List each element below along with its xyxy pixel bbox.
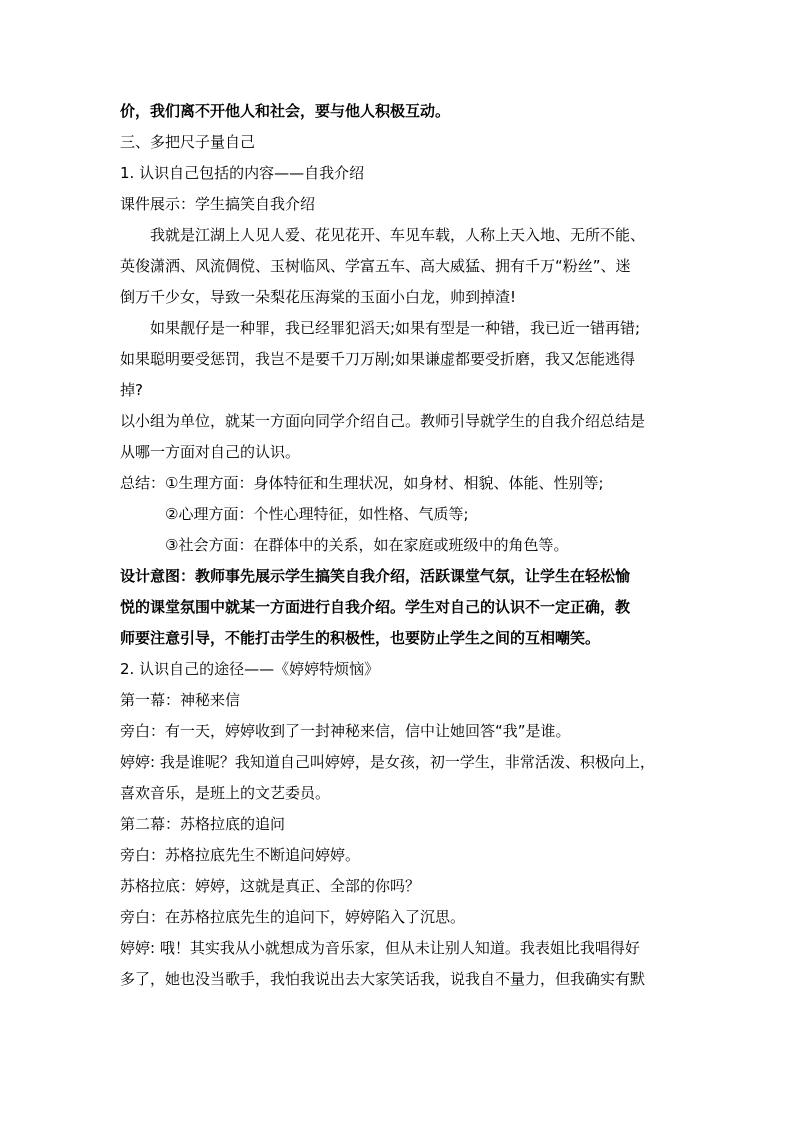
text-line: 婷婷: 我是谁呢？我知道自己叫婷婷，是女孩，初一学生，非常活泼、积极向上， xyxy=(120,753,655,771)
text-line: 英俊潇洒、风流倜傥、玉树临风、学富五车、高大威猛、拥有千万“粉丝”、迷 xyxy=(120,257,631,275)
text-line: ③社会方面：在群体中的关系，如在家庭或班级中的角色等。 xyxy=(165,536,569,554)
text-line: 我就是江湖上人见人爱、花见花开、车见车载，人称上天入地、无所不能、 xyxy=(150,226,646,244)
text-line: 婷婷: 哦！其实我从小就想成为音乐家，但从未让别人知道。我表姐比我唱得好 xyxy=(120,939,640,957)
text-line: 师要注意引导，不能打击学生的积极性，也要防止学生之间的互相嘲笑。 xyxy=(120,629,601,647)
document-page xyxy=(120,96,680,995)
text-line: 三、多把尺子量自己 xyxy=(120,133,256,151)
text-line: 课件展示：学生搞笑自我介绍 xyxy=(120,195,316,213)
text-line: 从哪一方面对自己的认识。 xyxy=(120,443,301,461)
text-line: 多了，她也没当歌手，我怕我说出去大家笑话我，说我自不量力，但我确实有默 xyxy=(120,970,646,988)
text-line: 第一幕：神秘来信 xyxy=(120,691,241,709)
text-line: 以小组为单位，就某一方面向同学介绍自己。教师引导就学生的自我介绍总结是 xyxy=(120,412,646,430)
text-line: 苏格拉底：婷婷，这就是真正、全部的你吗？ xyxy=(120,877,421,895)
text-line: ②心理方面：个性心理特征，如性格、气质等; xyxy=(165,505,469,523)
text-line: 第二幕：苏格拉底的追问 xyxy=(120,815,286,833)
text-line: 悦的课堂氛围中就某一方面进行自我介绍。学生对自己的认识不一定正确，教 xyxy=(120,598,631,616)
text-line: 如果聪明要受惩罚，我岂不是要千刀万剐;如果谦虚都要受折磨，我又怎能逃得 xyxy=(120,350,636,368)
text-line: 1. 认识自己包括的内容——自我介绍 xyxy=(120,164,365,182)
text-line: 价，我们离不开他人和社会，要与他人积极互动。 xyxy=(120,102,451,120)
text-line: 掉? xyxy=(120,381,143,399)
text-line: 旁白：在苏格拉底先生的追问下，婷婷陷入了沉思。 xyxy=(120,908,466,926)
text-line: 倒万千少女，导致一朵梨花压海棠的玉面小白龙，帅到掉渣! xyxy=(120,288,517,306)
text-line: 喜欢音乐，是班上的文艺委员。 xyxy=(120,784,331,802)
text-line: 2. 认识自己的途径——《婷婷特烦恼》 xyxy=(120,660,380,678)
text-line: 设计意图：教师事先展示学生搞笑自我介绍，活跃课堂气氛，让学生在轻松愉 xyxy=(120,567,631,585)
text-line: 总结：①生理方面：身体特征和生理状况，如身材、相貌、体能、性别等; xyxy=(120,474,604,492)
text-line: 旁白：苏格拉底先生不断追问婷婷。 xyxy=(120,846,361,864)
text-line: 旁白：有一天，婷婷收到了一封神秘来信，信中让她回答“我”是谁。 xyxy=(120,722,571,740)
text-line: 如果靓仔是一种罪，我已经罪犯滔天;如果有型是一种错，我已近一错再错; xyxy=(150,319,641,337)
